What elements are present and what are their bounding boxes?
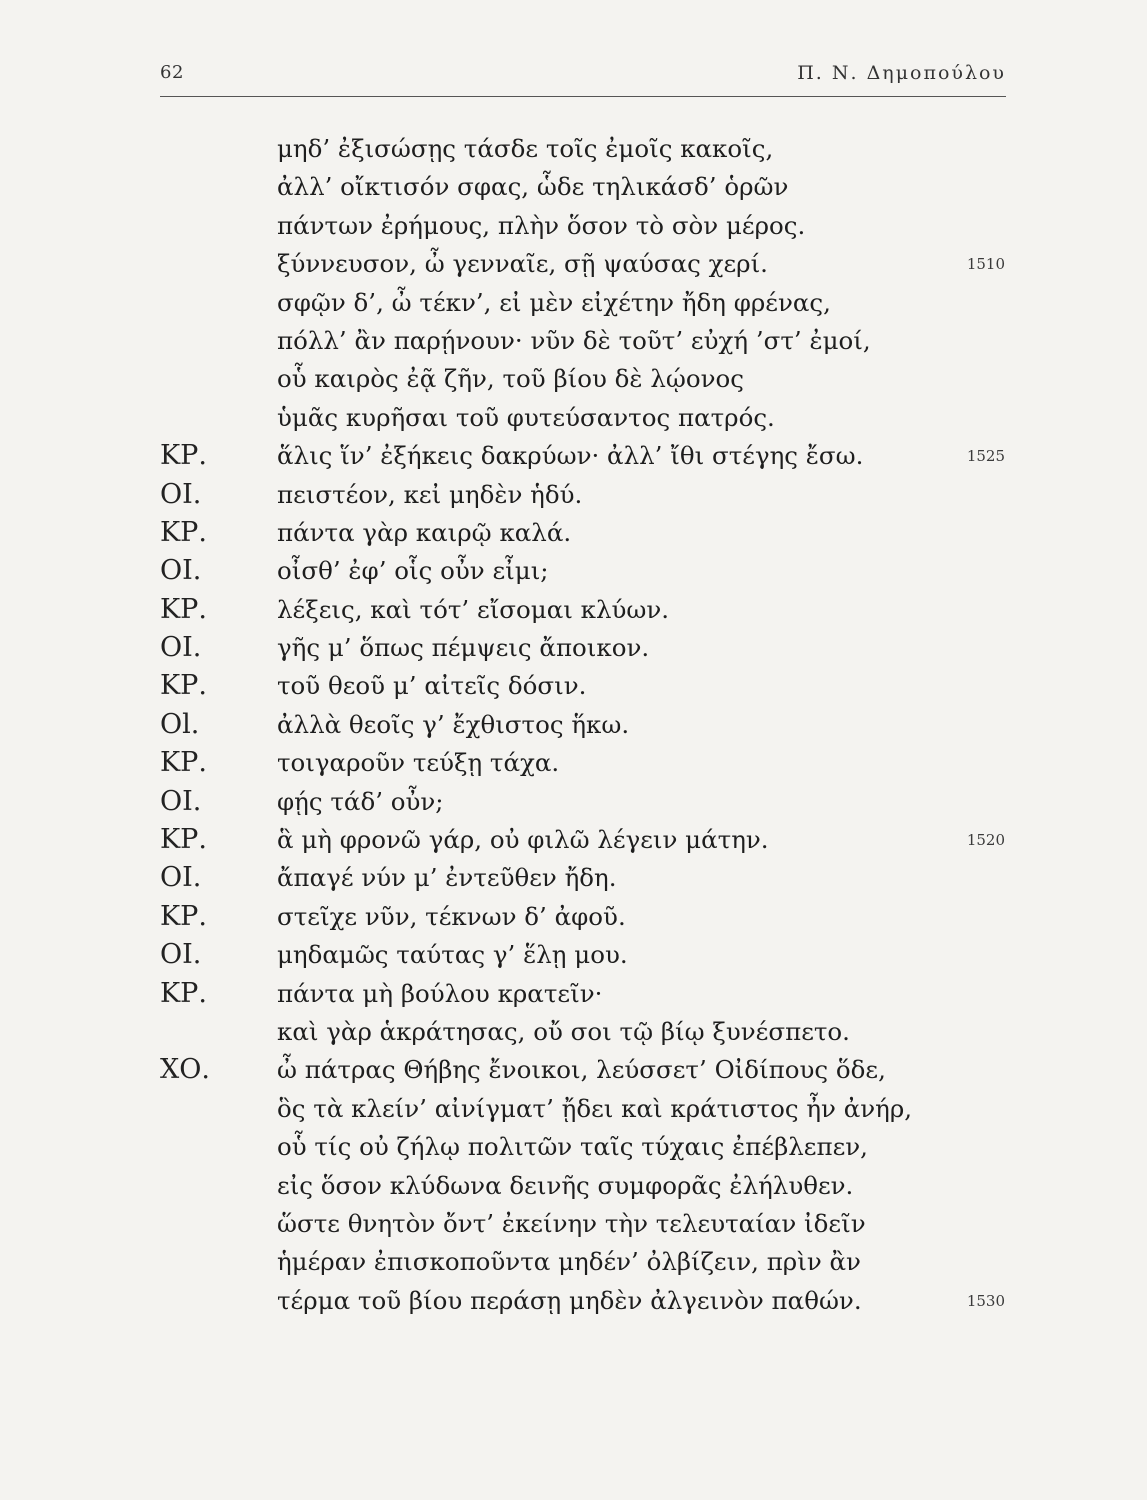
verse-line bbox=[160, 552, 1010, 590]
verse-line bbox=[160, 284, 1010, 322]
verse-text: καὶ γὰρ ἁκράτησας, οὔ σοι τῷ βίῳ ξυνέσπετο. bbox=[277, 1016, 850, 1046]
verse-line bbox=[160, 245, 1010, 283]
verse-line bbox=[160, 591, 1010, 629]
verse-text: οὗ τίς οὐ ζήλῳ πολιτῶν ταῖς τύχαις ἐπέβλεπεν, bbox=[277, 1132, 868, 1162]
speaker-label: ΚΡ. bbox=[160, 593, 207, 625]
verse-text: φῄς τάδ’ οὖν; bbox=[277, 786, 444, 816]
verse-line bbox=[160, 168, 1010, 206]
speaker-label: ΟΙ. bbox=[160, 862, 202, 894]
verse-line bbox=[160, 399, 1010, 437]
verse-text: στεῖχε νῦν, τέκνων δ’ ἀφοῦ. bbox=[277, 901, 626, 931]
verse-line bbox=[160, 821, 1010, 859]
verse-text: πάντων ἐρήμους, πλὴν ὅσον τὸ σὸν μέρος. bbox=[277, 210, 806, 240]
verse-text: ἃ μὴ φρονῶ γάρ, οὐ φιλῶ λέγειν μάτην. bbox=[277, 825, 769, 855]
line-number: 1520 bbox=[966, 831, 1005, 850]
verse-text: λέξεις, καὶ τότ’ εἴσομαι κλύων. bbox=[277, 594, 670, 624]
speaker-label: ΟΙ. bbox=[160, 478, 202, 510]
verse-line bbox=[160, 1282, 1010, 1320]
speaker-label: ΚΡ. bbox=[160, 516, 207, 548]
speaker-label: ΚΡ. bbox=[160, 824, 207, 856]
verse-text: πειστέον, κεἰ μηδὲν ἡδύ. bbox=[277, 479, 583, 509]
verse-line bbox=[160, 437, 1010, 475]
verse-text: ὦ πάτρας Θήβης ἔνοικοι, λεύσσετ’ Οἰδίπους ὅδε, bbox=[277, 1055, 886, 1085]
running-title: Π. Ν. Δημοπούλου bbox=[797, 62, 1006, 84]
verse-text: μηδαμῶς ταύτας γ’ ἕλῃ μου. bbox=[277, 940, 628, 970]
speaker-label: ΚΡ. bbox=[160, 440, 207, 472]
verse-line bbox=[160, 1051, 1010, 1089]
speaker-label: ΚΡ. bbox=[160, 977, 207, 1009]
verse-text: ἀλλὰ θεοῖς γ’ ἔχθιστος ἥκω. bbox=[277, 709, 630, 739]
line-number: 1510 bbox=[966, 255, 1005, 274]
verse-line bbox=[160, 1167, 1010, 1205]
verse-text: τέρμα τοῦ βίου περάσῃ μηδὲν ἀλγεινὸν παθών. bbox=[277, 1285, 862, 1315]
verse-text: ξύννευσον, ὦ γενναῖε, σῇ ψαύσας χερί. bbox=[277, 249, 768, 279]
verse-line bbox=[160, 360, 1010, 398]
verse-line bbox=[160, 1243, 1010, 1281]
verse-text: ἄπαγέ νύν μ’ ἐντεῦθεν ἤδη. bbox=[277, 863, 617, 893]
verse-text: ἡμέραν ἐπισκοποῦντα μηδέν’ ὀλβίζειν, πρὶν ἂν bbox=[277, 1247, 861, 1277]
verse-text: τοιγαροῦν τεύξῃ τάχα. bbox=[277, 748, 560, 778]
verse-text: οἶσθ’ ἐφ’ οἷς οὖν εἶμι; bbox=[277, 556, 549, 586]
speaker-label: ΚΡ. bbox=[160, 900, 207, 932]
verse-text: πάντα γὰρ καιρῷ καλά. bbox=[277, 517, 572, 547]
verse-line bbox=[160, 975, 1010, 1013]
verse-line bbox=[160, 859, 1010, 897]
verse-line bbox=[160, 706, 1010, 744]
verse-line bbox=[160, 667, 1010, 705]
page-number: 62 bbox=[160, 62, 184, 83]
line-number: 1530 bbox=[966, 1291, 1005, 1310]
verse-text: ἅλις ἵν’ ἐξήκεις δακρύων· ἀλλ’ ἴθι στέγης ἔσω. bbox=[277, 441, 864, 471]
speaker-label: ΟΙ. bbox=[160, 939, 202, 971]
verse-line bbox=[160, 1128, 1010, 1166]
speaker-label: ΧΟ. bbox=[160, 1054, 210, 1086]
verse-block bbox=[160, 130, 1010, 1320]
verse-line bbox=[160, 476, 1010, 514]
verse-line bbox=[160, 1090, 1010, 1128]
header-rule bbox=[160, 96, 1006, 97]
verse-line bbox=[160, 322, 1010, 360]
verse-text: εἰς ὅσον κλύδωνα δεινῆς συμφορᾶς ἐλήλυθεν. bbox=[277, 1170, 854, 1200]
speaker-label: ΚΡ. bbox=[160, 670, 207, 702]
verse-line bbox=[160, 1205, 1010, 1243]
verse-text: μηδ’ ἐξισώσῃς τάσδε τοῖς ἐμοῖς κακοῖς, bbox=[277, 134, 774, 163]
verse-line bbox=[160, 936, 1010, 974]
verse-text: οὗ καιρὸς ἐᾷ ζῆν, τοῦ βίου δὲ λῴονος bbox=[277, 364, 744, 394]
verse-line bbox=[160, 898, 1010, 936]
verse-line bbox=[160, 130, 1010, 168]
verse-text: ἀλλ’ οἴκτισόν σφας, ὧδε τηλικάσδ’ ὁρῶν bbox=[277, 172, 789, 202]
speaker-label: ΟΙ. bbox=[160, 555, 202, 587]
verse-text: πόλλ’ ἂν παρῄνουν· νῦν δὲ τοῦτ’ εὐχή ’στ’ ἐμοί, bbox=[277, 325, 871, 355]
speaker-label: ΟΙ. bbox=[160, 785, 202, 817]
line-number: 1525 bbox=[966, 447, 1005, 466]
verse-text: ὥστε θνητὸν ὄντ’ ἐκείνην τὴν τελευταίαν ἰδεῖν bbox=[277, 1208, 866, 1238]
verse-line bbox=[160, 629, 1010, 667]
verse-text: γῆς μ’ ὅπως πέμψεις ἄποικον. bbox=[277, 633, 650, 663]
verse-text: ὑμᾶς κυρῆσαι τοῦ φυτεύσαντος πατρός. bbox=[277, 402, 775, 432]
verse-line bbox=[160, 514, 1010, 552]
verse-line bbox=[160, 1013, 1010, 1051]
verse-line bbox=[160, 207, 1010, 245]
speaker-label: Οl. bbox=[160, 708, 200, 740]
speaker-label: ΚΡ. bbox=[160, 747, 207, 779]
speaker-label: ΟΙ. bbox=[160, 632, 202, 664]
verse-text: ὃς τὰ κλείν’ αἰνίγματ’ ᾔδει καὶ κράτιστος ἦν ἀνήρ, bbox=[277, 1093, 913, 1123]
verse-line bbox=[160, 783, 1010, 821]
running-head bbox=[160, 62, 1006, 92]
verse-text: σφῷν δ’, ὦ τέκν’, εἰ μὲν εἰχέτην ἤδη φρένας, bbox=[277, 287, 831, 317]
verse-line bbox=[160, 744, 1010, 782]
verse-text: πάντα μὴ βούλου κρατεῖν· bbox=[277, 978, 603, 1008]
verse-text: τοῦ θεοῦ μ’ αἰτεῖς δόσιν. bbox=[277, 671, 587, 701]
